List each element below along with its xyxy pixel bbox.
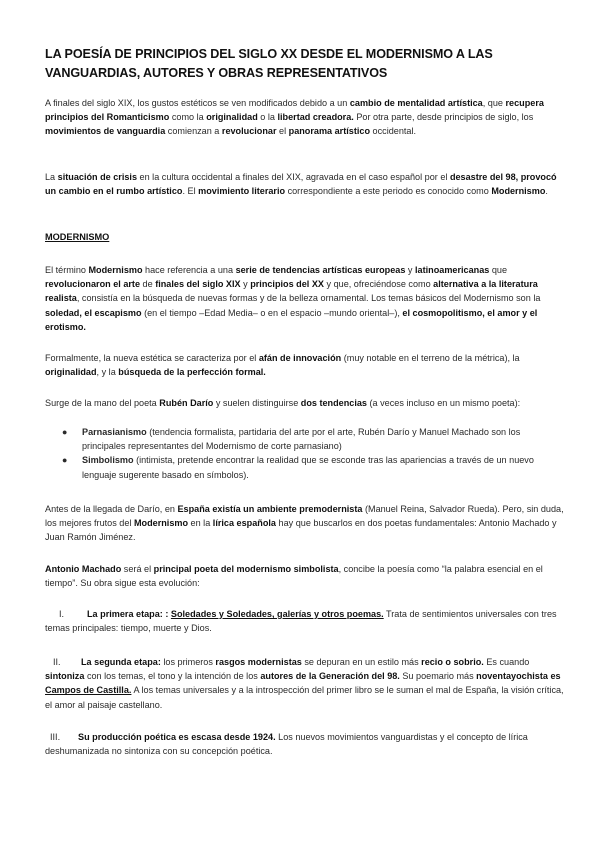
list-item: ● Parnasianismo (tendencia formalista, partidaria del arte por el arte, Rubén Darío y Manuel Machado son los principales representantes del Modernismo de corte parnasiano) — [62, 427, 521, 452]
section-heading-modernismo: MODERNISMO — [45, 232, 110, 242]
paragraph-machado: Antonio Machado será el principal poeta del modernismo simbolista, concibe la poesía como “la palabra esencial en el tiempo”. Su obra sigue esta evolución: — [45, 564, 543, 589]
paragraph-premodernism: Antes de la llegada de Darío, en España existía un ambiente premodernista (Manuel Reina, Salvador Rueda). Pero, sin duda, los mejores frutos del Modernismo en la lírica española hay que buscarlos en dos poetas fundamentales: Antonio Machado y Juan Ramón Jiménez. — [45, 504, 564, 543]
bullet-icon: ● — [62, 427, 68, 437]
list-item: ● Simbolismo (intimista, pretende encontrar la realidad que se esconde tras las apariencias a través de un nuevo lenguaje sugerente basado en símbolos). — [62, 455, 534, 480]
tendencies-list — [62, 425, 562, 482]
paragraph-tendencies: Surge de la mano del poeta Rubén Darío y suelen distinguirse dos tendencias (a veces incluso en un mismo poeta): — [45, 398, 521, 408]
paragraph-modernismo-definition: El término Modernismo hace referencia a una serie de tendencias artísticas europeas y latinoamericanas que revolucionaron el arte de finales del siglo XIX y principios del XX y que, ofreciéndose como alternativa a la literatura realista, consistía en la búsqueda de nuevas formas y de la belleza ornamental. Los temas básicos del Modernismo son la soledad, el escapismo (en el tiempo –Edad Media– o en el espacio –mundo oriental–), el cosmopolitismo, el amor y el erotismo. — [45, 265, 541, 332]
document-title: LA POESÍA DE PRINCIPIOS DEL SIGLO XX DESDE EL MODERNISMO A LAS VANGUARDIAS, AUTORES Y OBRAS REPRESENTATIVOS — [45, 47, 493, 80]
stage-second: II. La segunda etapa: los primeros rasgos modernistas se depuran en un estilo más recio o sobrio. Es cuando sintoniza con los temas, el tono y la intención de los autores de la Generación del 98. Su poemario más noventayochista es Campos de Castilla. A los temas universales y a la introspección del primer libro se le suman el mal de España, la visión crítica, el amor al paisaje castellano. — [45, 657, 564, 710]
paragraph-formal: Formalmente, la nueva estética se caracteriza por el afán de innovación (muy notable en el terreno de la métrica), la originalidad, y la búsqueda de la perfección formal. — [45, 353, 520, 378]
stage-first: I. La primera etapa: : Soledades y Soledades, galerías y otros poemas. Trata de sentimientos universales con tres temas principales: tiempo, muerte y Dios. — [45, 609, 557, 634]
paragraph-intro: A finales del siglo XIX, los gustos estéticos se ven modificados debido a un cambio de mentalidad artística, que recupera principios del Romanticismo como la originalidad o la libertad creadora. Por otra parte, desde principios de siglo, los movimientos de vanguardia comienzan a revolucionar el panorama artístico occidental. — [45, 98, 544, 137]
stage-third: III. Su producción poética es escasa desde 1924. Los nuevos movimientos vanguardistas y el concepto de lírica deshumanizada no sintoniza con su concepción poética. — [45, 732, 528, 757]
bullet-icon: ● — [62, 455, 68, 466]
paragraph-crisis: La situación de crisis en la cultura occidental a finales del XIX, agravada en el caso español por el desastre del 98, provocó un cambio en el rumbo artístico. El movimiento literario correspondiente a este periodo es conocido como Modernismo. — [45, 172, 557, 197]
